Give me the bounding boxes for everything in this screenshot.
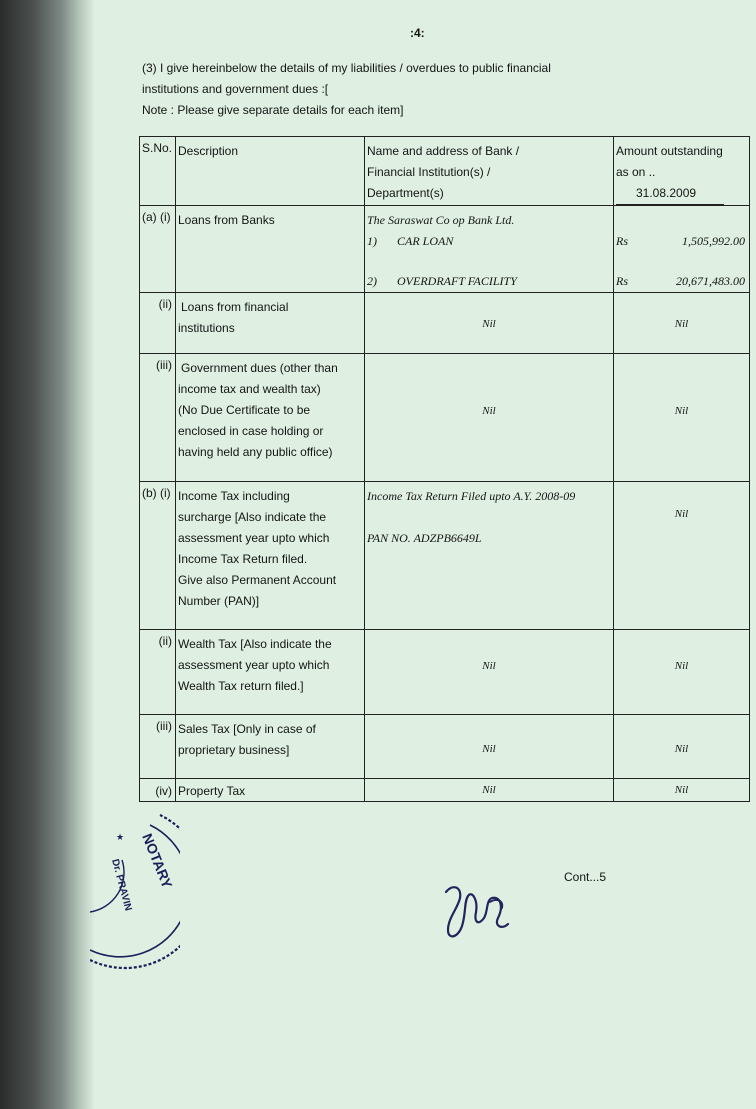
overdraft-amount: 20,671,483.00 xyxy=(676,274,745,288)
svg-text:★: ★ xyxy=(116,832,125,842)
table-row: (a) (i) Loans from Banks The Saraswat Co op Bank Ltd. 1) CAR LOAN 2) OVERDRAFT FACILITY Rs 1,505,992.00 Rs 20,671,483.00 xyxy=(140,206,750,293)
bank-name: The Saraswat Co op Bank Ltd. xyxy=(367,213,515,227)
as-on-date: 31.08.2009 xyxy=(616,183,724,205)
header-sno: S.No. xyxy=(140,137,176,206)
svg-text:Dr. PRAVIN: Dr. PRAVIN xyxy=(109,857,134,913)
table-row: (ii) Loans from financial institutions Nil Nil xyxy=(140,293,750,354)
table-header-row xyxy=(140,137,750,206)
header-description: Description xyxy=(176,137,365,206)
svg-text:NOTARY: NOTARY xyxy=(139,831,176,891)
table-row: (iii) Government dues (other than income tax and wealth tax) (No Due Certificate to be enclosed in case holding or having held any public office) Nil Nil xyxy=(140,354,750,482)
page-number: :4: xyxy=(410,26,425,40)
signature-icon xyxy=(438,878,518,948)
table-row: (iii) Sales Tax [Only in case of proprietary business] Nil Nil xyxy=(140,715,750,779)
notary-seal-icon xyxy=(90,800,180,970)
intro-line-2: institutions and government dues :[ xyxy=(142,82,329,96)
table-row: (ii) Wealth Tax [Also indicate the assessment year upto which Wealth Tax return filed.] Nil Nil xyxy=(140,630,750,715)
car-loan-amount: 1,505,992.00 xyxy=(682,234,745,248)
itr-filed-text: Income Tax Return Filed upto A.Y. 2008-09 xyxy=(367,489,576,503)
intro-line-3: Note : Please give separate details for each item] xyxy=(142,103,404,117)
pan-number: PAN NO. ADZPB6649L xyxy=(367,531,482,545)
intro-line-1: (3) I give hereinbelow the details of my liabilities / overdues to public financial xyxy=(142,61,551,75)
header-name: Name and address of Bank / Financial Institution(s) / Department(s) xyxy=(365,137,614,206)
signature xyxy=(438,878,518,953)
scan-shadow xyxy=(0,0,95,1109)
notary-seal xyxy=(90,800,180,975)
table-row: (iv) Property Tax Nil Nil xyxy=(140,779,750,802)
liabilities-table xyxy=(139,136,750,802)
intro-text xyxy=(142,58,612,121)
header-amount: Amount outstanding as on ..31.08.2009 xyxy=(614,137,750,206)
continuation-note: Cont...5 xyxy=(564,870,607,884)
table-row: (b) (i) Income Tax including surcharge [Also indicate the assessment year upto which Income Tax Return filed. Give also Permanent Account Number (PAN)] Income Tax Return Filed upto A.Y. 2008-09 PAN NO. ADZPB6649L Nil xyxy=(140,482,750,630)
